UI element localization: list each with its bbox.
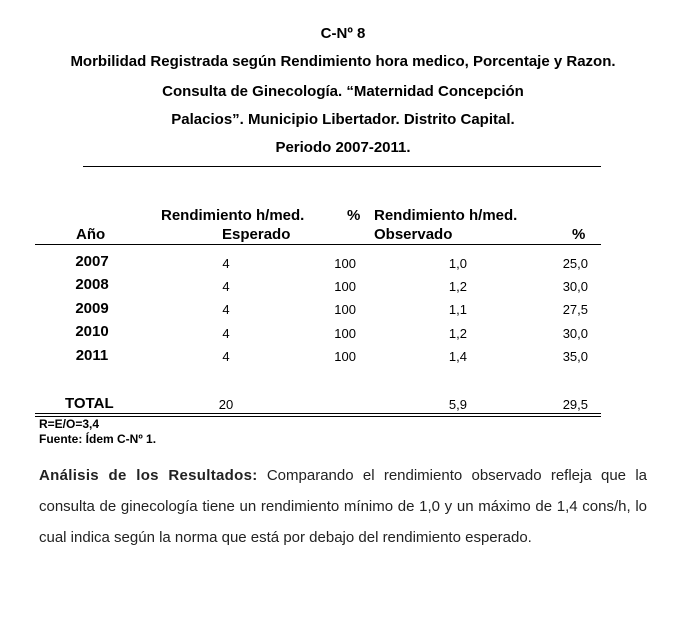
total-pct2: 29,5 xyxy=(562,397,588,412)
row-observed: 1,4 xyxy=(448,349,467,364)
table-code: C-Nº 8 xyxy=(320,25,366,42)
source-note: Fuente: Ídem C-Nº 1. xyxy=(39,432,157,446)
header-expected-line1: Rendimiento h/med. xyxy=(161,207,305,224)
row-year: 2009 xyxy=(75,300,109,317)
row-year: 2007 xyxy=(75,253,109,270)
analysis-paragraph xyxy=(39,460,647,553)
header-year: Año xyxy=(76,226,106,243)
analysis-text: Comparando el rendimiento observado refleja que la consulta de ginecología tiene un rendimiento mínimo de 1,0 y un máximo de 1,4 cons/h, lo cual indica según la norma que está por debajo del rendimiento esperado. xyxy=(39,467,647,546)
row-observed: 1,0 xyxy=(448,256,467,271)
row-year: 2011 xyxy=(75,347,109,364)
header-rule xyxy=(35,244,601,245)
header-pct2: % xyxy=(572,226,586,243)
row-year: 2010 xyxy=(75,323,109,340)
row-observed: 1,2 xyxy=(448,279,467,294)
row-pct2: 30,0 xyxy=(562,279,588,294)
row-expected: 4 xyxy=(222,302,230,317)
header-observed-line2: Observado xyxy=(374,226,453,243)
total-observed: 5,9 xyxy=(448,397,467,412)
row-pct2: 25,0 xyxy=(562,256,588,271)
total-label: TOTAL xyxy=(65,395,114,412)
header-observed-line1: Rendimiento h/med. xyxy=(374,207,518,224)
row-pct1: 100 xyxy=(334,256,356,271)
total-rule-top xyxy=(35,413,601,414)
title-rule xyxy=(83,166,601,167)
title-line-2: Consulta de Ginecología. “Maternidad Concepción xyxy=(162,83,524,100)
ratio-note: R=E/O=3,4 xyxy=(39,417,100,431)
row-pct1: 100 xyxy=(334,279,356,294)
header-pct1: % xyxy=(347,207,361,224)
row-pct2: 27,5 xyxy=(562,302,588,317)
total-expected: 20 xyxy=(218,397,234,412)
title-line-3: Palacios”. Municipio Libertador. Distrito Capital. xyxy=(171,111,515,128)
row-pct2: 30,0 xyxy=(562,326,588,341)
row-expected: 4 xyxy=(222,256,230,271)
row-pct1: 100 xyxy=(334,302,356,317)
row-expected: 4 xyxy=(222,326,230,341)
row-observed: 1,2 xyxy=(448,326,467,341)
row-observed: 1,1 xyxy=(448,302,467,317)
header-expected-line2: Esperado xyxy=(222,226,291,243)
title-line-4: Periodo 2007-2011. xyxy=(275,139,411,156)
total-rule-bottom xyxy=(35,416,601,417)
title-line-1: Morbilidad Registrada según Rendimiento hora medico, Porcentaje y Razon. xyxy=(70,53,616,70)
row-pct2: 35,0 xyxy=(562,349,588,364)
row-expected: 4 xyxy=(222,349,230,364)
row-pct1: 100 xyxy=(334,349,356,364)
row-pct1: 100 xyxy=(334,326,356,341)
row-expected: 4 xyxy=(222,279,230,294)
row-year: 2008 xyxy=(75,276,109,293)
analysis-heading: Análisis de los Resultados: xyxy=(39,467,258,484)
